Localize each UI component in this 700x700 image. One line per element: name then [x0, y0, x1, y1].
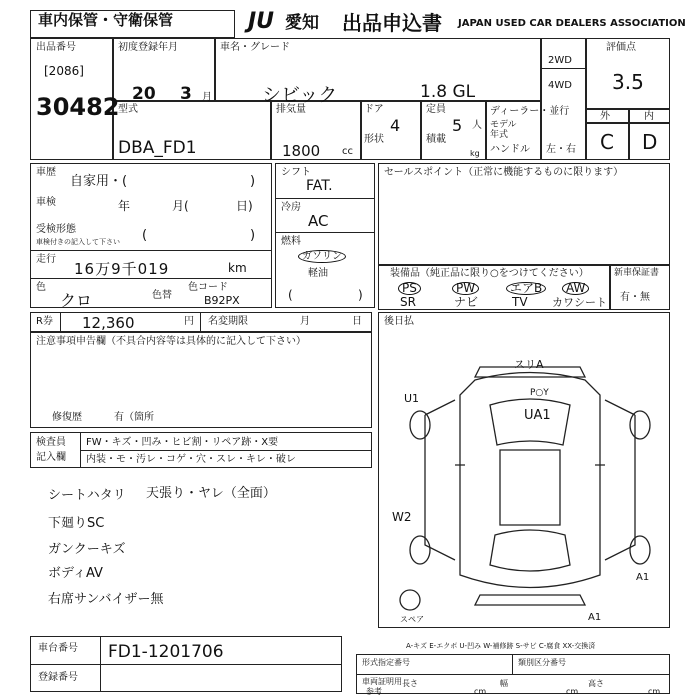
mileage-label: 走行 — [36, 254, 56, 265]
model-name: シビック — [262, 84, 338, 106]
mark-a1b: A1 — [588, 612, 602, 623]
mileage-unit: km — [228, 261, 247, 275]
note-5: ボディAV — [48, 566, 103, 581]
inspector-l2: 記入欄 — [36, 452, 66, 463]
history-value: 自家用・( — [70, 174, 128, 189]
color-value: クロ — [60, 291, 93, 310]
org-english: JAPAN USED CAR DEALERS ASSOCIATION — [458, 18, 686, 29]
cert-height: 高さ — [588, 679, 604, 688]
color-code-label: 色コード — [188, 282, 228, 293]
form-title: 出品申込書 — [342, 11, 442, 35]
fuel-label: 燃料 — [281, 236, 301, 247]
mark-u1: U1 — [404, 392, 420, 405]
doors-value: 4 — [390, 116, 401, 135]
repair-label: 修復歴 — [52, 412, 82, 423]
score-ext-label: 外 — [600, 111, 610, 122]
cert-l3v: 参考 — [366, 687, 382, 696]
lot-number: 30482 — [36, 93, 120, 121]
load-label: 積載 — [426, 134, 446, 145]
new-warranty-value: 有・無 — [620, 292, 650, 303]
damage-legend: A-キズ E-エクボ U-凹み W-補修跡 S-サビ C-腐食 XX-交換済 — [406, 642, 596, 650]
equip-sr: SR — [400, 295, 416, 309]
lot-label: 出品番号 — [36, 42, 76, 53]
score-int: D — [642, 130, 658, 154]
cert-l2: 類別区分番号 — [518, 658, 566, 667]
inspection-month: 月( — [172, 199, 189, 213]
type-label: 型式 — [118, 104, 138, 115]
equip-tv: TV — [512, 295, 528, 309]
model-grade: 1.8 GL — [420, 82, 476, 102]
chassis-value: FD1-1201706 — [108, 642, 224, 662]
displacement-label: 排気量 — [276, 104, 306, 115]
mileage-value: 16万9千019 — [74, 260, 170, 278]
mark-top: スリA — [514, 358, 544, 371]
storage-label: 車内保管・守衛保管 — [38, 11, 174, 29]
aircon-label: 冷房 — [281, 202, 301, 213]
equipment-label: 装備品（純正品に限り○をつけてください） — [390, 268, 589, 279]
color-label: 色 — [36, 282, 46, 293]
dealer-l2: モデル — [490, 120, 517, 130]
ju-logo: JU — [248, 9, 275, 34]
dealer-l4v: 左・右 — [546, 144, 576, 155]
inspection-year: 年 — [118, 199, 131, 213]
warranty-note: 車検付きの記入して下さい — [36, 238, 120, 246]
cert-cm-3: cm — [648, 687, 661, 696]
score-value: 3.5 — [612, 70, 644, 94]
notice-label: 注意事項申告欄（不具合内容等は具体的に記入して下さい） — [36, 336, 306, 347]
reg-year: 20 — [132, 84, 156, 104]
fuel-option-gasoline: ガソリン — [298, 250, 346, 263]
model-label: 車名・グレード — [220, 42, 290, 53]
mark-w2: W2 — [392, 510, 412, 524]
capacity-value: 5 — [452, 116, 463, 135]
dealer-l1: ディーラー・並行 — [490, 106, 570, 117]
inspection-label: 車検 — [36, 197, 56, 208]
note-6: 右席サンバイザー無 — [48, 592, 164, 607]
equip-aw: AW — [562, 282, 589, 295]
note-1: シートハタリ — [48, 488, 126, 503]
shift-label: シフト — [281, 167, 311, 178]
name-change-day: 日 — [352, 316, 362, 327]
equip-navi: ナビ — [454, 295, 479, 309]
cert-l1: 形式指定番号 — [362, 658, 410, 667]
reg-month: 3 — [180, 84, 192, 104]
recycle-label: R券 — [36, 316, 53, 327]
new-warranty-label: 新車保証書 — [614, 268, 660, 278]
sales-point-box — [378, 163, 670, 265]
drive-2wd: 2WD — [548, 55, 572, 66]
fuel-option-diesel: 軽油 — [308, 268, 328, 279]
doors-label: ドア — [364, 104, 384, 115]
type-value: DBA_FD1 — [118, 138, 197, 158]
dealer-l4: ハンドル — [490, 144, 530, 155]
score-ext: C — [600, 130, 614, 154]
warranty-paren-l: ( — [142, 228, 148, 243]
score-int-label: 内 — [644, 111, 654, 122]
capacity-label: 定員 — [426, 104, 446, 115]
capacity-unit: 人 — [472, 120, 482, 131]
load-unit: kg — [470, 149, 480, 158]
mark-a1: A1 — [636, 572, 650, 583]
repair-value: 有（箇所 — [114, 412, 154, 423]
mark-p: P○Y — [530, 388, 549, 398]
note-2: 天張り・ヤレ（全面） — [146, 486, 276, 501]
history-label: 車歴 — [36, 167, 56, 178]
org-name: 愛知 — [285, 13, 319, 33]
cert-length: 長さ — [402, 679, 418, 688]
note-4: ガンクーキズ — [48, 542, 126, 557]
name-change-label: 名変期限 — [208, 316, 248, 327]
chassis-label: 車台番号 — [38, 643, 78, 654]
equip-ps: PS — [398, 282, 421, 295]
lot-sub: [2086] — [44, 64, 84, 78]
drive-4wd: 4WD — [548, 80, 572, 91]
inspector-l1: 検査員 — [36, 437, 66, 448]
recycle-unit: 円 — [184, 316, 194, 327]
warranty-paren-r: ) — [250, 228, 256, 243]
mark-spare: スペア — [400, 615, 424, 624]
cert-cm-2: cm — [566, 687, 579, 696]
after-inspection-label: 後日払 — [384, 316, 414, 327]
cert-l3: 車両証明用 — [362, 677, 402, 686]
mark-ua1: UA1 — [524, 408, 551, 423]
cert-cm-1: cm — [474, 687, 487, 696]
displacement-unit: cc — [342, 146, 353, 157]
name-change-month: 月 — [300, 316, 310, 327]
shift-value: FAT. — [306, 178, 333, 194]
note-3: 下廻りSC — [48, 516, 105, 531]
color-swap-label: 色替 — [152, 290, 172, 301]
inspector-row2: 内装・モ・汚レ・コゲ・穴・スレ・キレ・破レ — [86, 454, 296, 465]
inspector-row1: FW・キズ・凹み・ヒビ割・リペア跡・X要 — [86, 437, 279, 448]
aircon-value: AC — [308, 212, 329, 230]
equip-pw: PW — [452, 282, 479, 295]
equip-airbag: エアB — [506, 282, 546, 295]
registration-label: 登録番号 — [38, 672, 78, 683]
reg-month-unit: 月 — [202, 92, 212, 103]
warranty-label: 受検形態 — [36, 224, 76, 235]
color-code: B92PX — [204, 294, 240, 307]
equip-leather: カワシート — [552, 296, 607, 309]
inspection-day: 日) — [236, 199, 253, 213]
fuel-paren-l: ( — [288, 288, 293, 302]
shape-label: 形状 — [364, 134, 384, 145]
cert-width: 幅 — [500, 679, 508, 688]
sales-point-label: セールスポイント（正常に機能するものに限ります） — [384, 167, 624, 178]
reg-date-label: 初度登録年月 — [118, 42, 178, 53]
score-label: 評価点 — [606, 42, 636, 53]
recycle-value: 12,360 — [82, 314, 135, 332]
history-close: ) — [250, 174, 256, 189]
vehicle-info-box — [30, 163, 272, 308]
displacement-value: 1800 — [282, 142, 321, 160]
fuel-paren-r: ) — [358, 288, 363, 302]
dealer-l3: 年式 — [490, 130, 509, 140]
